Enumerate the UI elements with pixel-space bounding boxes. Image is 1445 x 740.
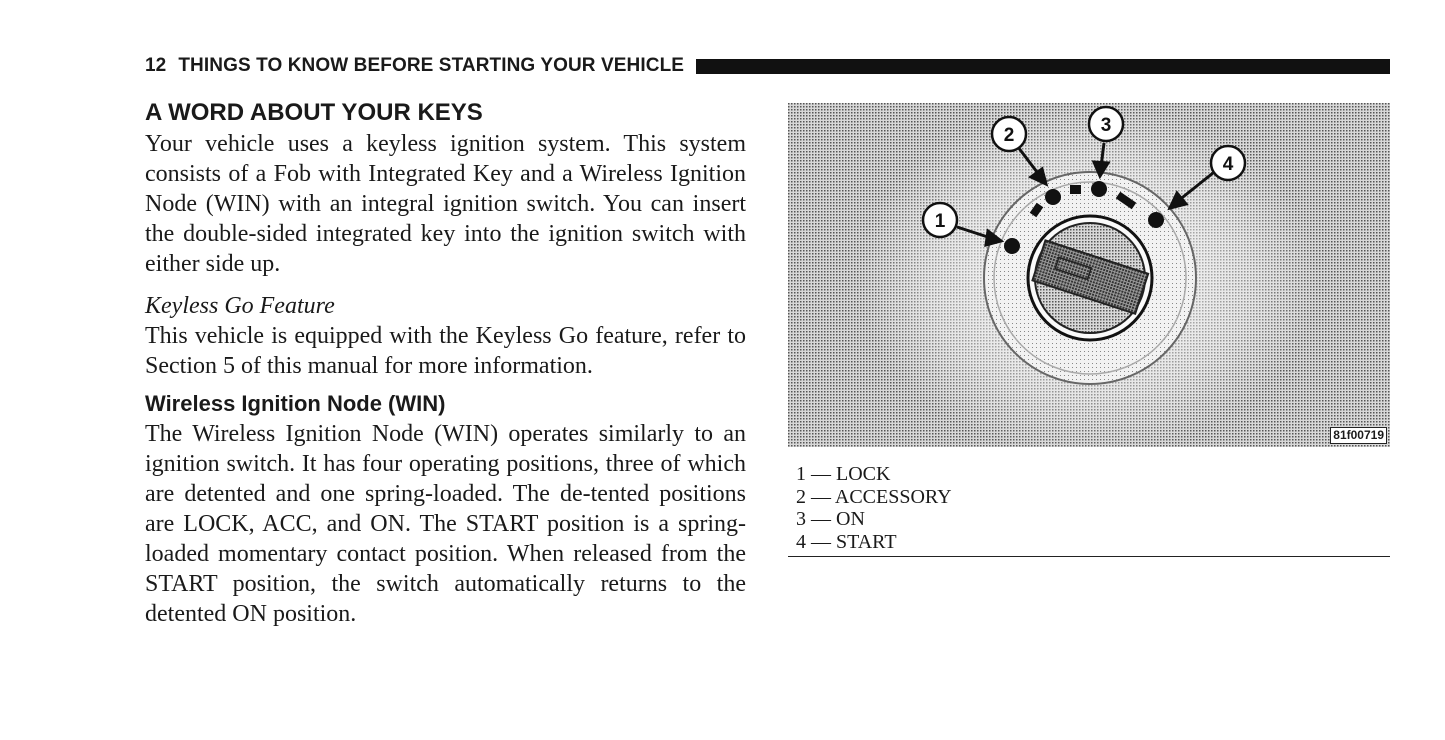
legend-item-on: 3 — ON	[796, 508, 865, 530]
win-heading: Wireless Ignition Node (WIN)	[145, 391, 446, 416]
legend-item-accessory: 2 — ACCESSORY	[796, 485, 952, 508]
ignition-switch-illustration	[788, 103, 1390, 447]
chapter-title: THINGS TO KNOW BEFORE STARTING YOUR VEHICLE	[178, 55, 685, 76]
section-heading-keys: A WORD ABOUT YOUR KEYS	[145, 99, 483, 126]
ignition-switch-figure	[788, 103, 1390, 447]
legend-item-lock: 1 — LOCK	[796, 463, 891, 485]
callout-4-label: 4	[1222, 154, 1234, 175]
keyless-go-heading: Keyless Go Feature	[145, 293, 335, 319]
keyless-go-paragraph: This vehicle is equipped with the Keyless Go feature, refer to Section 5 of this manual for more information.	[145, 323, 746, 379]
callout-1-label: 1	[934, 211, 946, 232]
header-rule	[696, 59, 1390, 74]
legend-divider	[788, 556, 1390, 557]
legend-item-start: 4 — START	[796, 530, 897, 553]
figure-code: 81f00719	[1330, 427, 1387, 444]
text-column	[145, 97, 746, 629]
running-header	[145, 55, 1390, 77]
figure-legend	[796, 463, 952, 553]
header-text	[145, 55, 684, 77]
keys-paragraph: Your vehicle uses a keyless ignition system. This system consists of a Fob with Integrated Key and a Wireless Ignition Node (WIN) with an integral ignition switch. You can insert the double-sided integrated key into the ignition switch with either side up.	[145, 131, 746, 277]
page-number: 12	[145, 55, 167, 76]
callout-2-label: 2	[1003, 125, 1015, 146]
callout-3-label: 3	[1100, 115, 1112, 136]
win-paragraph: The Wireless Ignition Node (WIN) operates similarly to an ignition switch. It has four operating positions, three of which are detented and one spring-loaded. The de-tented positions are LOCK, ACC, and ON. The START position is a spring-loaded momentary contact position. When released from the START position, the switch automatically returns to the detented ON position.	[145, 421, 746, 627]
